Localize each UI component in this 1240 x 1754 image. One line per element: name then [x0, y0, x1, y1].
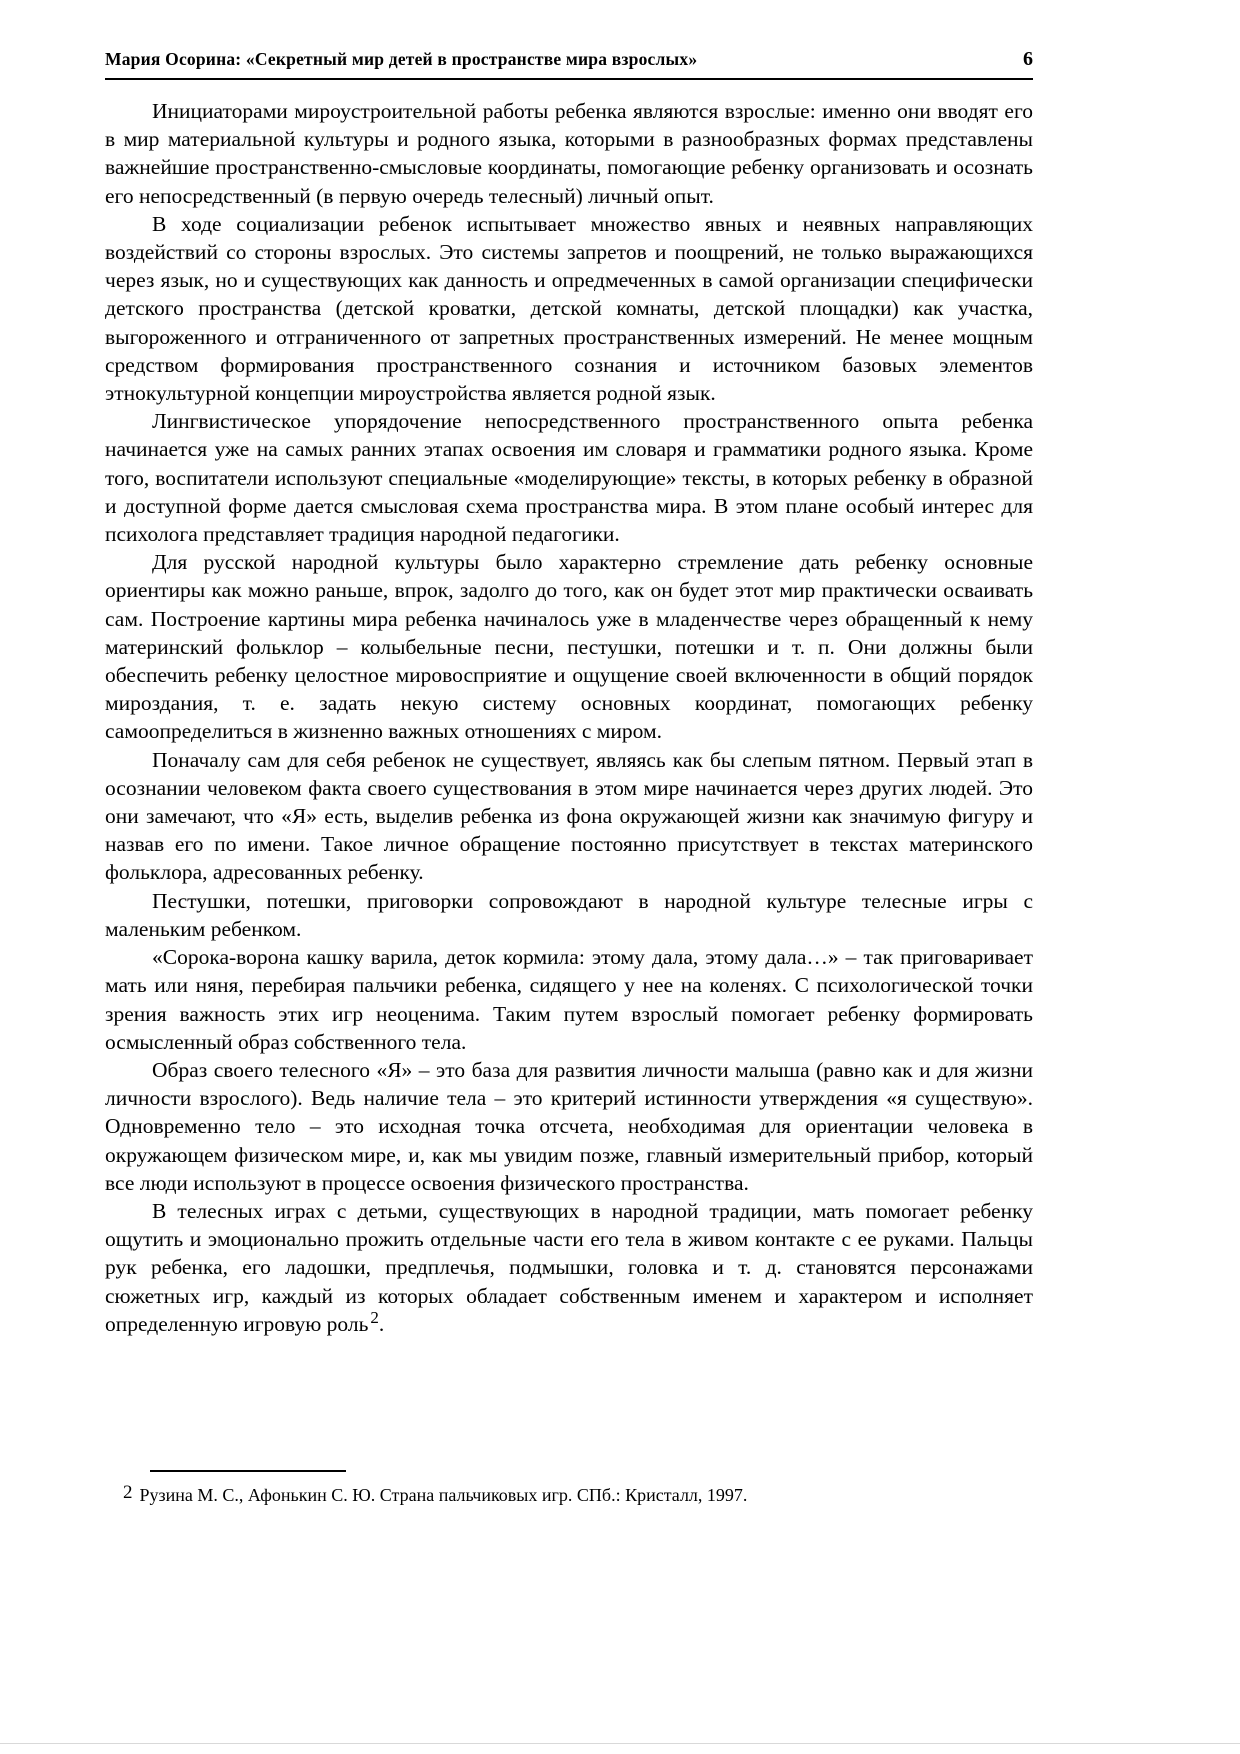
page-bottom-edge: [0, 1743, 1240, 1744]
footnote-text: Рузина М. С., Афонькин С. Ю. Страна пальчиковых игр. СПб.: Кристалл, 1997.: [139, 1485, 748, 1505]
paragraph-period: .: [378, 1311, 385, 1336]
page-number: 6: [1023, 48, 1033, 70]
paragraph: Образ своего телесного «Я» – это база для развития личности малыша (равно как и для жизни личности взрослого). Ведь наличие тела – это критерий истинности утверждения «я существую». Одновременно тело – это исходная точка отсчета, необходимая для ориентации человека в окружающем физическом мире, и, как мы увидим позже, главный измерительный прибор, который все люди используют в процессе освоения физического пространства.: [105, 1057, 1033, 1195]
paragraph: «Сорока-ворона кашку варила, деток кормила: этому дала, этому дала…» – так приговаривает мать или няня, перебирая пальчики ребенка, сидящего у нее на коленях. С психологической точки зрения важность этих игр неоценима. Таким путем взрослый помогает ребенку формировать осмысленный образ собственного тела.: [105, 945, 1033, 1054]
paragraph: Поначалу сам для себя ребенок не существует, являясь как бы слепым пятном. Первый этап в осознании человеком факта своего существования в этом мире начинается через других людей. Это они замечают, что «Я» есть, выделив ребенка из фона окружающей жизни как значимую фигуру и назвав его по имени. Такое личное обращение постоянно присутствует в текстах материнского фольклора, адресованных ребенку.: [105, 747, 1033, 885]
paragraph: Инициаторами мироустроительной работы ребенка являются взрослые: именно они вводят его в мир материальной культуры и родного языка, которыми в разнообразных формах представлены важнейшие пространственно-смысловые координаты, помогающие ребенку организовать и осознать его непосредственный (в первую очередь телесный) личный опыт.: [105, 99, 1033, 208]
paragraph-with-footnote: [105, 1197, 1033, 1338]
paragraph: Лингвистическое упорядочение непосредственного пространственного опыта ребенка начинается уже на самых ранних этапах освоения им словаря и грамматики родного языка. Кроме того, воспитатели используют специальные «моделирующие» тексты, в которых ребенку в образной и доступной форме дается смысловая схема пространства мира. В этом плане особый интерес для психолога представляет традиция народной педагогики.: [105, 409, 1033, 547]
running-head-title: Мария Осорина: «Секретный мир детей в пространстве мира взрослых»: [105, 49, 698, 69]
paragraph: Пестушки, потешки, приговорки сопровождают в народной культуре телесные игры с маленьким ребенком.: [105, 888, 1033, 941]
footnote-reference: 2: [370, 1307, 379, 1327]
footnote: [105, 1482, 1033, 1506]
footnote-area: [105, 1470, 1033, 1506]
page-body: [105, 97, 1033, 1338]
paragraph-text: В телесных играх с детьми, существующих в народной традиции, мать помогает ребенку ощутить и эмоционально прожить отдельные части его тела в живом контакте с ее руками. Пальцы рук ребенка, его ладошки, предплечья, подмышки, головка и т. д. становятся персонажами сюжетных игр, каждый из которых обладает собственным именем и характером и исполняет определенную игровую роль: [105, 1198, 1033, 1336]
paragraph: В ходе социализации ребенок испытывает множество явных и неявных направляющих воздействий со стороны взрослых. Это системы запретов и поощрений, не только выражающихся через язык, но и существующих как данность и опредмеченных в самой организации специфически детского пространства (детской кроватки, детской комнаты, детской площадки) как участка, выгороженного и отграниченного от запретных пространственных измерений. Не менее мощным средством формирования пространственного сознания и источником базовых элементов этнокультурной концепции мироустройства является родной язык.: [105, 211, 1033, 406]
footnote-separator: [150, 1470, 346, 1472]
footnote-marker: 2: [123, 1482, 133, 1503]
page-header: [105, 48, 1033, 80]
paragraph: Для русской народной культуры было характерно стремление дать ребенку основные ориентиры как можно раньше, впрок, задолго до того, как он будет этот мир практически осваивать сам. Построение картины мира ребенка начиналось уже в младенчестве через обращенный к нему материнский фольклор – колыбельные песни, пестушки, потешки и т. п. Они должны были обеспечить ребенку целостное мировосприятие и ощущение своей включенности в общий порядок мироздания, т. е. задать некую систему основных координат, помогающих ребенку самоопределиться в жизненно важных отношениях с миром.: [105, 550, 1033, 744]
